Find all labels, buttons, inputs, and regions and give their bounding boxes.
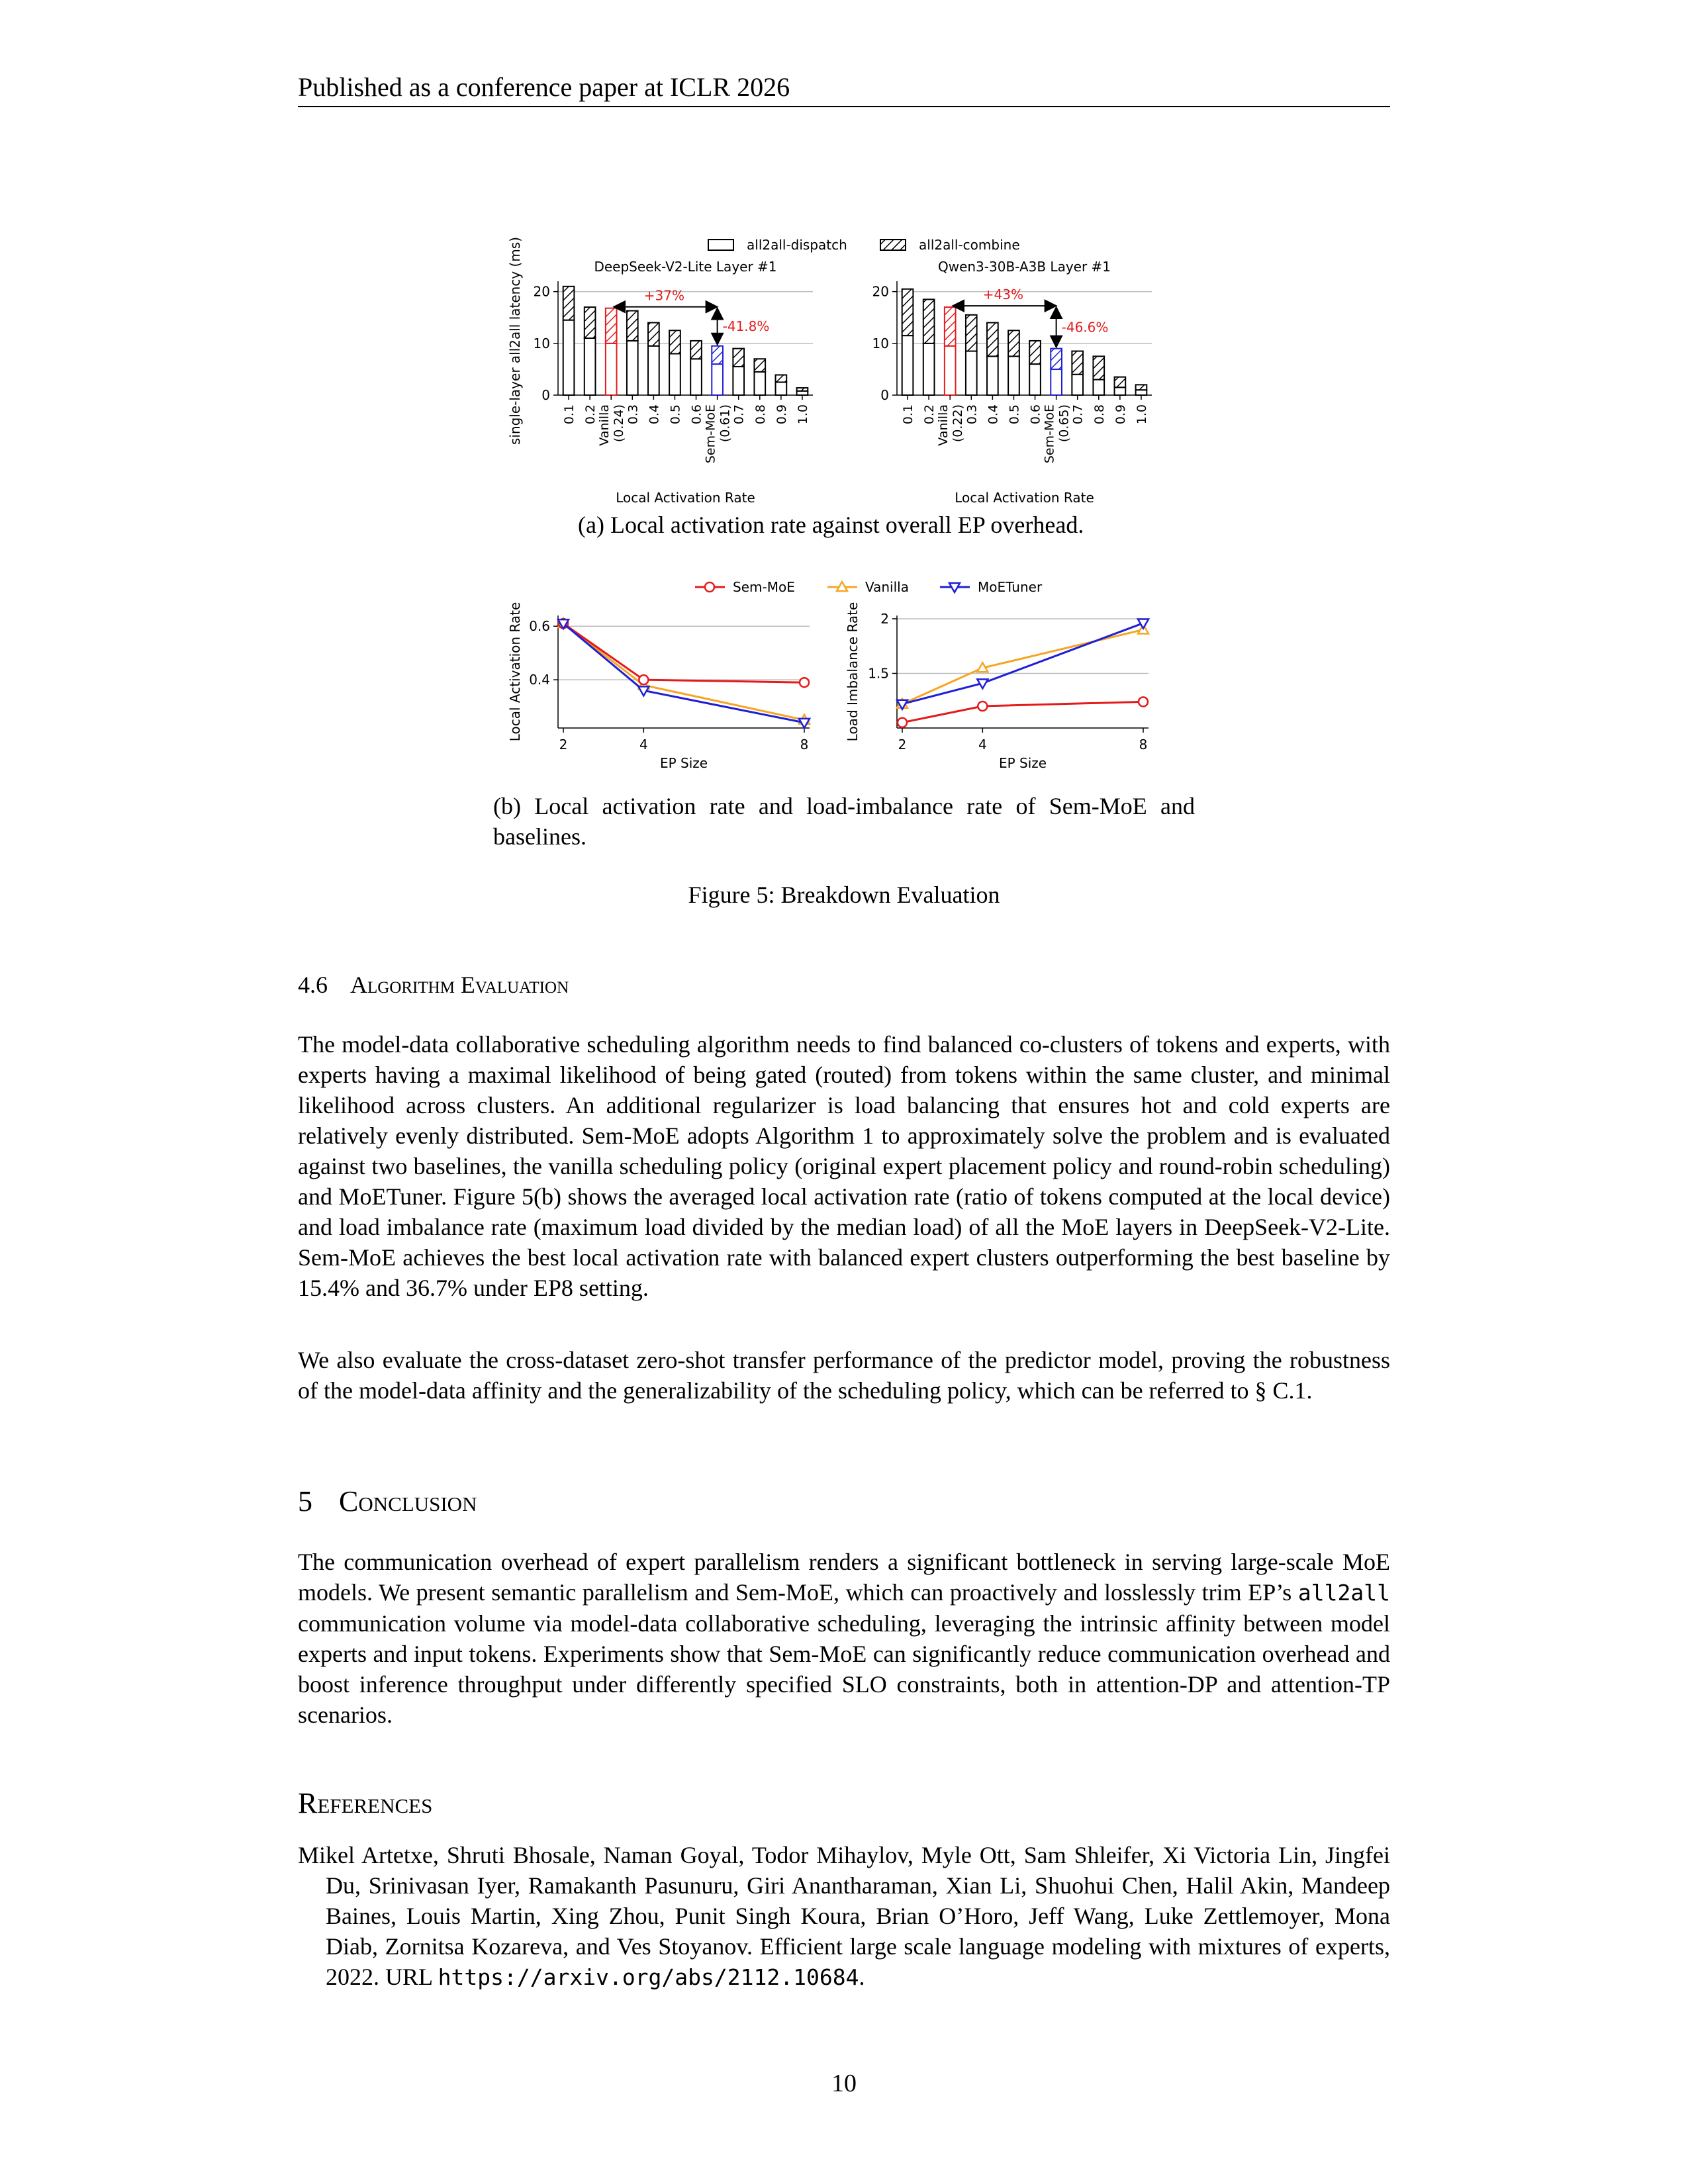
qwen-xtick-label — [1071, 404, 1086, 424]
reference-text: Mikel Artetxe, Shruti Bhosale, Naman Goyal, Todor Mihaylov, Myle Ott, Sam Shleifer, Xi Victoria Lin, Jingfei Du, Srinivasan Iyer, Ramakanth Pasunuru, Giri Anantharaman, Xian Li, Shuohui Chen, Halil Akin, Mandeep Baines, Louis Martin, Xing Zhou, Punit Singh Koura, Brian O’Horo, Jeff Wang, Luke Zettlemoyer, Mona Diab, Zornitsa Kozareva, and Ves Stoyanov. Efficient large scale language modeling with mixtures of experts, 2022. URL — [298, 1842, 1390, 1990]
header-rule — [298, 106, 1390, 107]
qwen-bar-combine — [1051, 349, 1062, 369]
lir-ytick-label: 2 — [880, 610, 889, 627]
deepseek-xtick-label-line: Vanilla — [597, 404, 612, 446]
legend-swatch-combine — [880, 240, 906, 250]
deepseek-annotation-increase: +37% — [643, 287, 685, 304]
deepseek-bar-dispatch — [585, 338, 596, 395]
qwen-bar-dispatch — [1136, 390, 1147, 395]
section-4-6-paragraph-2: We also evaluate the cross-dataset zero-shot transfer performance of the predictor model, proving the robustness of the model-data affinity and the generalizability of the scheduling policy, which can be referred to § C.1. — [298, 1347, 1390, 1404]
qwen-bar-dispatch — [1115, 387, 1126, 395]
lar-line-moetuner — [563, 623, 804, 723]
deepseek-xtick-label — [597, 404, 626, 446]
qwen-annotation-increase: +43% — [982, 287, 1024, 303]
deepseek-bar-combine — [627, 311, 638, 341]
lir-point-sem-moe — [1139, 697, 1148, 706]
deepseek-bar-combine — [648, 323, 659, 346]
deepseek-bar-dispatch — [669, 353, 680, 395]
qwen-xtick-label — [964, 404, 979, 424]
qwen-xtick-label-line: 1.0 — [1134, 404, 1149, 425]
page-number: 10 — [831, 2070, 857, 2097]
qwen-xtick-label — [1135, 404, 1149, 424]
deepseek-bar-dispatch — [712, 364, 723, 395]
deepseek-bar-combine — [606, 308, 617, 343]
bar-panel-qwen — [872, 259, 1152, 506]
deepseek-title: DeepSeek-V2-Lite Layer #1 — [594, 259, 777, 275]
qwen-xtick-label — [1043, 404, 1072, 463]
qwen-bar-dispatch — [902, 336, 914, 395]
deepseek-xtick-label-line: 0.5 — [668, 404, 683, 425]
lar-xlabel: EP Size — [659, 755, 708, 771]
section-5-text-start: The communication overhead of expert parallelism renders a significant bottleneck in serving large-scale MoE models. We present semantic parallelism and Sem-MoE, which can proactively and losslessly trim EP’s — [298, 1549, 1390, 1606]
fig-a-ylabel: single-layer all2all latency (ms) — [507, 236, 523, 445]
deepseek-bar-combine — [669, 330, 680, 353]
qwen-bar-combine — [902, 289, 914, 336]
section-4-6-heading — [298, 970, 569, 1000]
qwen-xtick-label — [922, 404, 937, 424]
qwen-bar-combine — [1136, 385, 1147, 390]
qwen-bar-dispatch — [987, 356, 998, 395]
qwen-bar-dispatch — [945, 346, 956, 395]
line-panel-load-imbalance — [845, 602, 1149, 771]
qwen-bar-dispatch — [1008, 356, 1019, 395]
deepseek-xtick-label — [583, 404, 598, 424]
legend-label-dispatch: all2all-dispatch — [747, 237, 847, 253]
lir-line-moetuner — [902, 623, 1143, 704]
qwen-xtick-label-line: 0.3 — [964, 404, 980, 425]
deepseek-bar-dispatch — [754, 372, 765, 395]
section-4-6-title: Algorithm Evaluation — [350, 972, 569, 998]
deepseek-xtick-label — [704, 404, 733, 463]
deepseek-bar-combine — [797, 388, 808, 391]
deepseek-xtick-label — [626, 404, 640, 424]
legend-moetuner — [940, 579, 1043, 595]
deepseek-xtick-label-line: 0.1 — [562, 404, 577, 425]
figure-5b — [503, 569, 1192, 781]
qwen-xtick-label-line: Sem-MoE — [1042, 404, 1057, 464]
references-title: References — [298, 1787, 433, 1819]
section-4-6-paragraph-1: The model-data collaborative scheduling algorithm needs to find balanced co-clusters of tokens and experts, with experts having a maximal likelihood of being gated (routed) from tokens within the same cluster, and minimal likelihood across clusters. An additional regularizer is load balancing that ensures hot and cold experts are relatively evenly distributed. Sem-MoE adopts Algorithm 1 to approximately solve the problem and is evaluated against two baselines, the vanilla scheduling policy (original expert placement policy and round-robin scheduling) and MoETuner. Figure 5(b) shows the averaged local activation rate (ratio of tokens computed at the local device) and load imbalance rate (maximum load divided by the median load) of all the MoE layers in DeepSeek-V2-Lite. Sem-MoE achieves the best local activation rate with balanced expert clusters outperforming the best baseline by 15.4% and 36.7% under EP8 setting. — [298, 1031, 1390, 1301]
qwen-bar-combine — [1029, 341, 1041, 364]
qwen-bar-dispatch — [923, 343, 935, 395]
deepseek-bar-combine — [712, 346, 723, 364]
deepseek-xtick-label-line: 0.3 — [626, 404, 641, 425]
lir-ytick-label: 1.5 — [868, 665, 889, 682]
qwen-xtick-label-line: 0.1 — [901, 404, 916, 425]
deepseek-ytick-label: 10 — [533, 335, 550, 351]
deepseek-xtick-label-line: 0.2 — [583, 404, 598, 425]
deepseek-bar-dispatch — [733, 367, 744, 395]
lir-point-sem-moe — [898, 718, 907, 727]
legend-label-sem-moe: Sem-MoE — [733, 579, 795, 595]
references-heading — [298, 1786, 432, 1821]
deepseek-bar-dispatch — [627, 341, 638, 395]
lir-xlabel: EP Size — [998, 755, 1047, 771]
lir-line-vanilla — [902, 629, 1143, 704]
qwen-bar-combine — [966, 315, 977, 351]
deepseek-bar-dispatch — [776, 382, 787, 395]
deepseek-bar-dispatch — [563, 320, 575, 395]
lar-point-sem-moe — [639, 675, 648, 684]
deepseek-ytick-label: 20 — [533, 283, 550, 300]
deepseek-bar-combine — [754, 359, 765, 372]
qwen-bar-combine — [987, 323, 998, 357]
qwen-bar-combine — [945, 307, 956, 346]
deepseek-xtick-label-line: 0.6 — [689, 404, 704, 425]
qwen-ytick-label: 10 — [872, 335, 889, 351]
deepseek-xtick-label-line: (0.24) — [612, 404, 627, 443]
qwen-bar-dispatch — [966, 351, 977, 395]
lar-ylabel: Local Activation Rate — [507, 602, 523, 742]
qwen-xtick-label-line: 0.5 — [1007, 404, 1022, 425]
section-5-paragraph — [298, 1547, 1390, 1730]
qwen-ytick-label: 20 — [872, 283, 889, 300]
deepseek-xtick-label-line: 0.4 — [647, 404, 662, 425]
deepseek-bar-combine — [563, 287, 575, 320]
deepseek-xtick-label — [774, 404, 789, 424]
lar-ytick-label: 0.4 — [529, 672, 550, 688]
deepseek-xtick-label — [753, 404, 768, 424]
deepseek-xtick-label — [732, 404, 747, 424]
qwen-bar-combine — [1093, 356, 1104, 379]
deepseek-xtick-label — [647, 404, 661, 424]
qwen-bar-combine — [1115, 377, 1126, 388]
deepseek-xtick-label-line: (0.61) — [718, 404, 733, 443]
qwen-xtick-label-line: 0.7 — [1070, 404, 1086, 425]
section-5-heading — [298, 1484, 477, 1520]
reference-artetxe-2022 — [298, 1840, 1390, 1993]
qwen-ytick-label: 0 — [880, 387, 889, 403]
deepseek-xtick-label-line: 0.7 — [731, 404, 747, 425]
qwen-xtick-label-line: (0.22) — [951, 404, 966, 443]
qwen-xtick-label — [1007, 404, 1021, 424]
deepseek-bar-dispatch — [606, 343, 617, 395]
lir-xtick-label: 8 — [1139, 737, 1148, 752]
bar-panel-deepseek — [534, 259, 813, 506]
deepseek-annotation-decrease: -41.8% — [722, 318, 770, 335]
qwen-annotation-decrease: -46.6% — [1061, 319, 1109, 336]
line-panel-local-activation — [507, 602, 810, 771]
legend-sem-moe — [695, 579, 795, 595]
deepseek-ytick-label: 0 — [541, 387, 550, 403]
qwen-xtick-label — [936, 404, 965, 446]
qwen-xtick-label — [901, 404, 915, 424]
qwen-bar-dispatch — [1051, 369, 1062, 395]
lar-xtick-label: 2 — [559, 737, 568, 752]
lir-point-sem-moe — [978, 702, 987, 711]
qwen-xtick-label-line: 0.8 — [1092, 404, 1107, 425]
qwen-xtick-label — [1029, 404, 1043, 424]
deepseek-bar-combine — [690, 341, 702, 359]
deepseek-xtick-label-line: 1.0 — [795, 404, 810, 425]
deepseek-xlabel: Local Activation Rate — [616, 490, 755, 506]
section-4-6-number: 4.6 — [298, 972, 328, 998]
lir-xtick-label: 2 — [898, 737, 907, 752]
reference-end: . — [859, 1964, 865, 1990]
qwen-bar-dispatch — [1072, 375, 1083, 395]
deepseek-bar-dispatch — [648, 346, 659, 395]
qwen-xtick-label-line: Vanilla — [936, 404, 951, 446]
deepseek-xtick-label-line: Sem-MoE — [703, 404, 718, 464]
qwen-bar-combine — [1008, 330, 1019, 356]
lir-line-sem-moe — [902, 702, 1143, 722]
legend-vanilla — [827, 579, 909, 595]
legend-swatch-dispatch — [708, 240, 733, 250]
qwen-bar-combine — [923, 299, 935, 343]
legend-label-moetuner: MoETuner — [978, 579, 1043, 595]
qwen-bar-dispatch — [1029, 364, 1041, 395]
lir-xtick-label: 4 — [978, 737, 987, 752]
section-5-text-end: communication volume via model-data collaborative scheduling, leveraging the intrinsic affinity between model experts and input tokens. Experiments show that Sem-MoE can significantly reduce communication overhead and boost inference throughput under differently specified SLO constraints, both in attention-DP and attention-TP scenarios. — [298, 1610, 1390, 1728]
qwen-bar-combine — [1072, 351, 1083, 375]
deepseek-xtick-label — [562, 404, 577, 424]
qwen-xtick-label-line: (0.65) — [1056, 404, 1072, 443]
deepseek-bar-combine — [733, 349, 744, 367]
lar-xtick-label: 8 — [800, 737, 809, 752]
qwen-title: Qwen3-30B-A3B Layer #1 — [937, 259, 1111, 275]
deepseek-xtick-label-line: 0.9 — [774, 404, 789, 425]
deepseek-xtick-label — [690, 404, 704, 424]
qwen-xtick-label-line: 0.9 — [1113, 404, 1128, 425]
lir-ylabel: Load Imbalance Rate — [845, 602, 861, 742]
lar-point-sem-moe — [800, 678, 809, 687]
legend-label-vanilla: Vanilla — [865, 579, 909, 595]
deepseek-bar-combine — [776, 375, 787, 383]
section-5-title: Conclusion — [339, 1485, 477, 1518]
qwen-xtick-label-line: 0.6 — [1028, 404, 1043, 425]
section-5-number: 5 — [298, 1485, 312, 1518]
deepseek-xtick-label-line: 0.8 — [753, 404, 768, 425]
figure-5a-caption: (a) Local activation rate against overall EP overhead. — [578, 512, 1084, 538]
qwen-xlabel: Local Activation Rate — [955, 490, 1094, 506]
inline-code-all2all: all2all — [1297, 1580, 1390, 1606]
deepseek-bar-dispatch — [690, 359, 702, 395]
qwen-xtick-label — [1092, 404, 1107, 424]
lar-line-vanilla — [563, 623, 804, 720]
running-header: Published as a conference paper at ICLR 2026 — [298, 72, 790, 102]
qwen-xtick-label-line: 0.2 — [922, 404, 937, 425]
deepseek-xtick-label — [668, 404, 682, 424]
figure-5b-caption: (b) Local activation rate and load-imbalance rate of Sem-MoE and baselines. — [493, 793, 1195, 850]
deepseek-bar-combine — [585, 307, 596, 338]
qwen-bar-dispatch — [1093, 380, 1104, 395]
reference-url[interactable]: https://arxiv.org/abs/2112.10684 — [438, 1964, 859, 1990]
figure-5a — [503, 225, 1192, 506]
lar-ytick-label: 0.6 — [529, 618, 550, 635]
qwen-xtick-label — [1113, 404, 1128, 424]
legend-label-combine: all2all-combine — [919, 237, 1020, 253]
lar-xtick-label: 4 — [639, 737, 648, 752]
qwen-xtick-label — [986, 404, 1000, 424]
qwen-xtick-label-line: 0.4 — [986, 404, 1001, 425]
deepseek-xtick-label — [796, 404, 810, 424]
figure-caption: Figure 5: Breakdown Evaluation — [688, 882, 1000, 908]
